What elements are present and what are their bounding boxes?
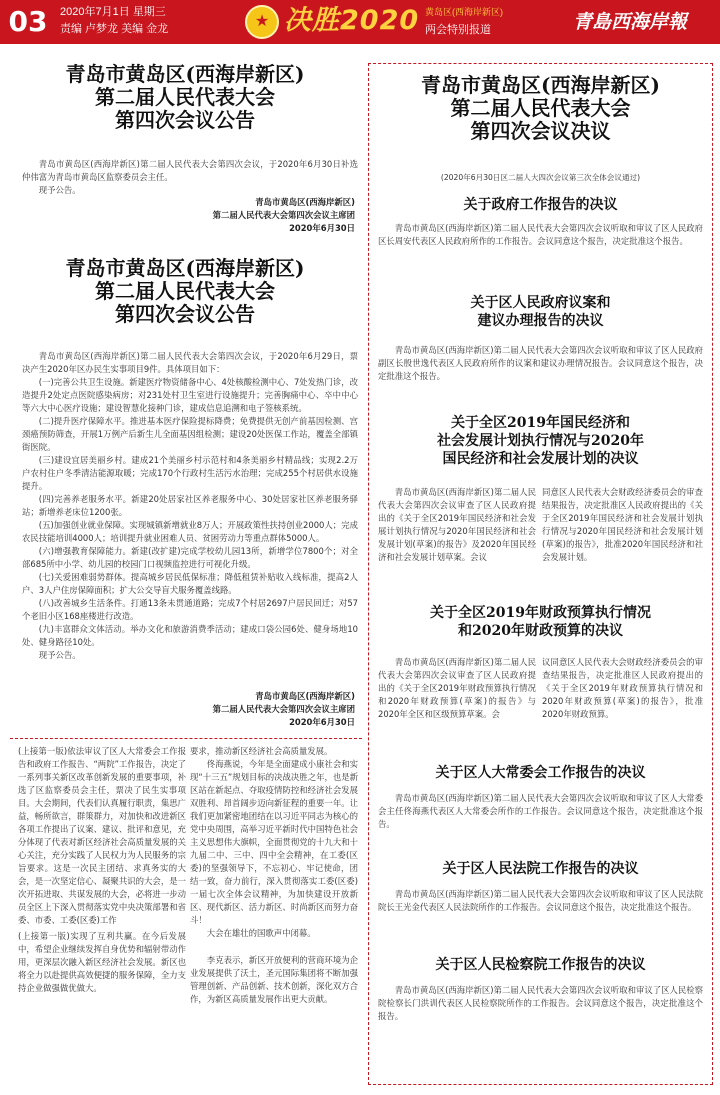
- resolution-note: (2020年6月30日区二届人大四次会议第三次全体会议通过): [440, 173, 641, 182]
- paragraph: 佟海燕说，今年是全面建成小康社会和实现“十三五”规划目标的决战决胜之年，也是新区站在新起点、夺取疫情防控和经济社会发展双胜利、昂首阔步迈向新征程的重要一年。让我们更加紧密地团结在以习近平同志为核心的党中央周围，高举习近平新时代中国特色社会主义思想伟大旗帜，全面贯彻党的十九大和十九届二中、三中、四中全会精神，在工委(区委)的坚强领导下，不忘初心、牢记使命，团结一致，奋力前行，深入贯彻落实工委(区委)一届七次全体会议精神，为加快建设开放新区、现代新区、活力新区、时尚新区而努力奋斗！: [190, 759, 358, 925]
- paragraph: (六)增强教育保障能力。新建(改扩建)完成学校幼儿园13所，新增学位7800个；对全部685所中小学、幼儿园的校园门口视频监控进行可视化升级。: [22, 546, 358, 569]
- resolution-section-title: [372, 196, 709, 214]
- section-title-line: 关于区人大常委会工作报告的决议: [435, 765, 646, 781]
- signature-line: 第二届人民代表大会第四次会议主席团: [212, 210, 355, 220]
- section-title-line: 国民经济和社会发展计划的决议: [442, 451, 639, 467]
- signature-line: 青岛市黄岛区(西海岸新区): [255, 197, 355, 207]
- divider: [10, 738, 362, 739]
- paragraph: 青岛市黄岛区(西海岸新区)第二届人民代表大会第四次会议，于2020年6月30日补选仲伟富为青岛市黄岛区监察委员会主任。: [22, 159, 358, 182]
- section-title-line: 和2020年财政预算的决议: [458, 623, 623, 639]
- section-title-line: 建议办理报告的决议: [477, 313, 604, 329]
- page-number: 03: [8, 5, 48, 38]
- notice2-signature: [150, 690, 355, 729]
- paragraph: (四)完善养老服务水平。新建20处居家社区养老服务中心、30处居家社区养老服务驿站；新增养老床位1200张。: [22, 494, 358, 517]
- paragraph: 青岛市黄岛区(西海岸新区)第二届人民代表大会第四次会议听取和审议了区人民政府副区长殷世逸代表区人民政府所作的议案和建议办理情况报告。会议同意这个报告，决定批准这个报告。: [378, 345, 703, 381]
- paragraph: 青岛市黄岛区(西海岸新区)第二届人民代表大会第四次会议听取和审议了区人民政府区长周安代表区人民政府所作的工作报告。会议同意这个报告，决定批准这个报告。: [378, 223, 703, 246]
- resolution-title-line: 第四次会议决议: [470, 119, 611, 143]
- paragraph: (七)关爱困难弱势群体。提高城乡居民低保标准；降低租赁补贴收入线标准，提高2人户、3人户住房保障面积；扩大公交导盲犬服务覆盖线路。: [22, 572, 358, 595]
- resolution-section-title: [372, 956, 709, 974]
- notice2-title-line: 第四次会议公告: [115, 302, 255, 326]
- paragraph: (一)完善公共卫生设施。新建医疗物资储备中心、4处核酸检测中心、7处发热门诊，改造提升2处定点医院感染病房；对231处村卫生室进行设施提升；完善胸痛中心、卒中中心等六大中心医疗设施；建设智慧化接种门诊，建成信息追溯和电子签核系统。: [22, 377, 358, 413]
- paragraph: 要求，推动新区经济社会高质量发展。: [190, 746, 333, 756]
- notice1-title-line: 青岛市黄岛区(西海岸新区): [65, 62, 305, 86]
- signature-line: 2020年6月30日: [289, 223, 355, 233]
- paragraph: 青岛市黄岛区(西海岸新区)第二届人民代表大会第四次会议审查了区人民政府提出的《关于全区2019年国民经济和社会发展计划执行情况与2020年国民经济和社会发展计划(草案)的报告》及2020年国民经济和社会发展计划草案。会议: [378, 487, 536, 562]
- notice1-title-line: 第二届人民代表大会: [95, 85, 275, 109]
- newspaper-logo: 青島西海岸報: [573, 11, 688, 33]
- notice1-title: [10, 63, 360, 132]
- resolution-section-body-right: [542, 486, 703, 578]
- resolution-section-body-right: [542, 656, 703, 736]
- resolution-section-body-left: [378, 486, 536, 578]
- section-subtitle-district: 黄岛区(西海岸新区): [425, 7, 503, 17]
- paragraph: (五)加强创业就业保障。实现城镇新增就业8万人；开展政策性扶持创业2000人；完成农民技能培训4000人；培训提升就业困难人员、贫困劳动力等重点群体5000人。: [22, 520, 358, 543]
- resolution-section-title: [372, 860, 709, 878]
- signature-line: 2020年6月30日: [289, 717, 355, 727]
- resolution-title-line: 第二届人民代表大会: [450, 96, 631, 120]
- resolution-section-title: [372, 604, 709, 640]
- signature-line: 第二届人民代表大会第四次会议主席团: [212, 704, 355, 714]
- paragraph: (上接第一版)依法审议了区人大常委会工作报告和政府工作报告、“两院”工作报告，决定了一系列事关新区改革创新发展的重要事项，补选了区监察委员会主任，票决了民生实事项目。大会期间，代表们认真履行职责，集思广益，畅所欲言，群策群力，对加快和改进新区各项工作提出了议案、建议、批评和意见，充分体现了代表对新区经济社会高质量发展的关心关注，充分实践了人民权力为人民服务的宗旨要求。这是一次民主团结、求真务实的大会，是一次坚定信心、凝聚共识的大会，是一次开拓进取、共谋发展的大会，必将进一步动员全区上下深入贯彻落实党中央决策部署和省委、市委、工委(区委)工作: [18, 746, 186, 925]
- section-title-line: 关于全区2019年国民经济和: [451, 415, 630, 431]
- paragraph: (八)改善城乡生活条件。打通13条未贯通道路；完成7个村居2697户居民回迁；对57个老旧小区168座楼进行改造。: [22, 598, 358, 621]
- section-title-line: 关于区人民政府议案和: [470, 295, 611, 311]
- resolution-section-body: [378, 888, 703, 930]
- notice1-body: [22, 158, 358, 198]
- notice1-title-line: 第四次会议公告: [115, 108, 255, 132]
- paragraph: (上接第一版)实现了互利共赢。在今后发展中，希望企业继续发挥自身优势和辐射带动作用，更深层次融入新区经济社会发展。新区也将全力以赴提供高效便捷的服务保障，全力支持企业做强做优做大。: [18, 931, 186, 993]
- paragraph: 现予公告。: [38, 650, 81, 660]
- paragraph: 同意区人民代表大会财政经济委员会的审查结果报告，决定批准区人民政府提出的《关于全区2019年国民经济和社会发展计划执行情况与2020年国民经济和社会发展计划(草案)的报告》，批准2020年国民经济和社会发展计划。: [542, 487, 703, 562]
- notice1-signature: [150, 196, 355, 235]
- editors-line: 责编 卢梦龙 美编 金龙: [60, 23, 169, 35]
- resolution-section-body: [378, 984, 703, 1026]
- section-subtitle-report: 两会特别报道: [425, 24, 491, 36]
- resolution-section-body: [378, 344, 703, 386]
- notice2-title: [10, 257, 360, 326]
- resolution-section-body: [378, 222, 703, 264]
- paragraph: 大会在雄壮的国歌声中闭幕。: [206, 928, 316, 938]
- paragraph: 青岛市黄岛区(西海岸新区)第二届人民代表大会第四次会议，于2020年6月29日，票决产生2020年区办民生实事项目9件。具体项目如下：: [22, 351, 358, 374]
- section-title-line: 关于政府工作报告的决议: [463, 197, 618, 213]
- section-title-line: 社会发展计划执行情况与2020年: [437, 433, 644, 449]
- resolution-section-title: [372, 764, 709, 782]
- paragraph: 青岛市黄岛区(西海岸新区)第二届人民代表大会第四次会议听取和审议了区人大常委会主任佟海燕代表区人大常委会所作的工作报告。会议同意这个报告，决定批准这个报告。: [378, 793, 703, 829]
- paragraph: 议同意区人民代表大会财政经济委员会的审查结果报告，决定批准区人民政府提出的《关于全区2019年财政预算执行情况和2020年财政预算(草案)的报告》，批准2020年财政预算。: [542, 657, 703, 719]
- paragraph: 现予公告。: [38, 185, 81, 195]
- issue-date: 2020年7月1日 星期三: [60, 6, 166, 18]
- resolution-section-body: [378, 792, 703, 834]
- paragraph: 青岛市黄岛区(西海岸新区)第二届人民代表大会第四次会议审查了区人民政府提出的《关于全区2019年财政预算执行情况和2020年财政预算(草案)的报告》与2020年全区和区级预算草案。会: [378, 657, 536, 719]
- paragraph: 青岛市黄岛区(西海岸新区)第二届人民代表大会第四次会议听取和审议了区人民法院院长王光金代表区人民法院所作的工作报告。会议同意这个报告，决定批准这个报告。: [378, 889, 703, 912]
- paragraph: 李克表示，新区开放便利的营商环境为企业发展提供了沃土，圣元国际集团将不断加强管理创新、产品创新、技术创新，深化双方合作，为新区高质量发展作出更大贡献。: [190, 955, 358, 1004]
- section-title-line: 关于区人民法院工作报告的决议: [442, 861, 639, 877]
- resolution-title: [372, 74, 709, 143]
- page-header: [0, 0, 720, 44]
- resolution-section-body-left: [378, 656, 536, 736]
- paragraph: (二)提升医疗保障水平。推进基本医疗保险提标降费；免费提供无创产前基因检测、宫颈癌预防筛查，开展1万例产后新生儿全面基因组检测；建设20处医保工作站，覆盖全部镇街医院。: [22, 416, 358, 452]
- article-column-2: [190, 745, 358, 1085]
- emblem-icon: [245, 5, 279, 39]
- resolution-section-title: [372, 414, 709, 468]
- section-title-line: 关于区人民检察院工作报告的决议: [435, 957, 646, 973]
- signature-line: 青岛市黄岛区(西海岸新区): [255, 691, 355, 701]
- resolution-title-line: 青岛市黄岛区(西海岸新区): [421, 73, 660, 97]
- section-title: 决胜2020: [284, 5, 420, 36]
- notice2-body: [22, 350, 358, 693]
- paragraph: 青岛市黄岛区(西海岸新区)第二届人民代表大会第四次会议听取和审议了区人民检察院检察长门洪训代表区人民检察院所作的工作报告。会议同意这个报告，决定批准这个报告。: [378, 985, 703, 1021]
- notice2-title-line: 青岛市黄岛区(西海岸新区): [65, 256, 305, 280]
- article-column-1: [18, 745, 186, 1085]
- resolution-section-title: [372, 294, 709, 330]
- paragraph: (三)建设宜居美丽乡村。建成21个美丽乡村示范村和4条美丽乡村精品线；实现2.2万户农村住户冬季清洁能源取暖；完成170个行政村生活污水治理；完成255个村居供水设施提升。: [22, 455, 358, 491]
- paragraph: (九)丰富群众文体活动。举办文化和旅游消费季活动；建成口袋公园6处、健身场地10处、健身路径10处。: [22, 624, 358, 647]
- section-title-line: 关于全区2019年财政预算执行情况: [430, 605, 651, 621]
- notice2-title-line: 第二届人民代表大会: [95, 279, 275, 303]
